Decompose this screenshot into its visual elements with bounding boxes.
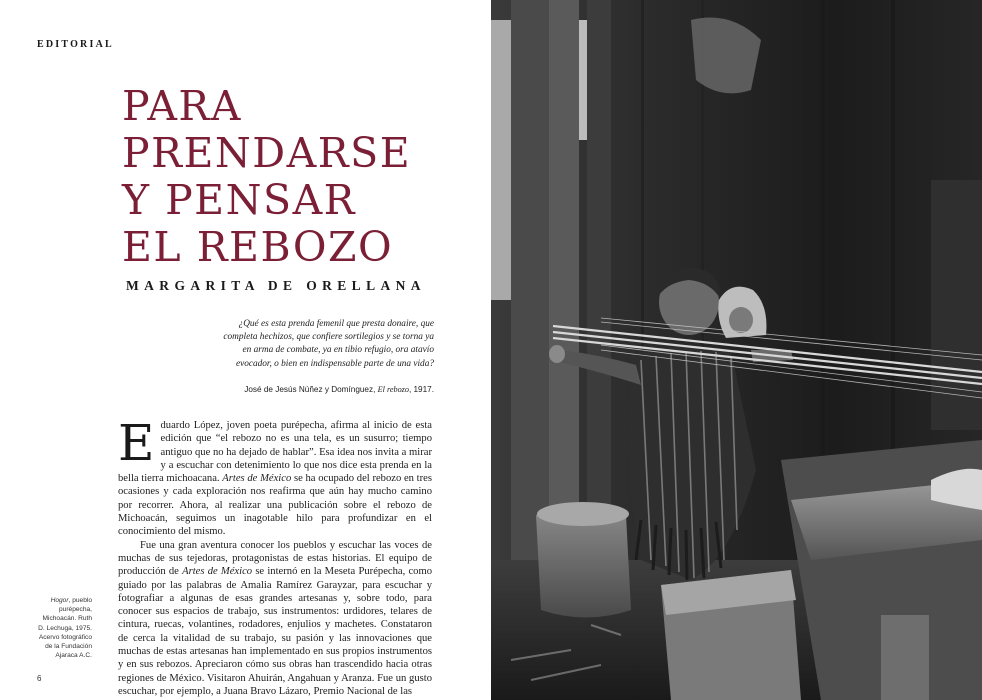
article-body <box>118 414 432 698</box>
epigraph-source-author: José de Jesús Núñez y Domínguez, <box>244 385 376 394</box>
epigraph-source <box>244 385 434 394</box>
p1-text-b: se ha ocupado del rebozo en tres ocasiones y cada exploración nos reafirma que aún hay mucho camino por recorrer. Ahora, al realizar una publicación sobre el rebozo de Michoacán, seguimos un inagotable hilo para profundizar en el conocimiento del mismo. <box>118 473 432 538</box>
section-label: EDITORIAL <box>37 39 114 50</box>
p1-italic: Artes de México <box>222 473 292 485</box>
photo-illustration <box>491 0 982 700</box>
body-paragraph-2 <box>118 539 432 699</box>
author-name: MARGARITA DE ORELLANA <box>126 278 426 293</box>
p2-italic: Artes de México <box>182 566 253 578</box>
photo-weaver <box>491 0 982 700</box>
title-line-2: PRENDARSE <box>122 129 412 177</box>
p2-text-b: se internó en la Meseta Purépecha, como guiado por las palabras de Amalia Ramírez Garayzar, para escuchar y fotografiar a algunas de esas grandes artesanas y, sobre todo, para conocer sus espacios de trabajo, sus instrumentos: urdidores, telares de cintura, ruecas, volantines, rodadores, enjulios y machetes. Constataron de cerca la vitalidad de su trabajo, su pasión y las innovaciones que muchas de estas artesanas han implementado en sus propios instrumentos y en sus rebozos. Apreciaron cómo sus obras han trascendido hacia otras regiones de México. Visitaron Ahuirán, Angahuan y Aranza. Fue un gusto escuchar, por ejemplo, a Juana Bravo Lázaro, Premio Nacional de las <box>118 566 432 697</box>
p2-text-a: Fue una gran aventura conocer los pueblos y escuchar las voces de muchas de sus tejedoras, protagonistas de estas historias. El equipo de producción de <box>118 539 432 578</box>
body-paragraph-1 <box>118 414 432 539</box>
epigraph-quote: ¿Qué es esta prenda femenil que presta donaire, que completa hechizos, que confiere sortilegios y se torna ya en arma de combate, ya en tibio refugio, ora atavío evocador, o bien en indispensable parte de una vida? <box>223 319 434 369</box>
title-line-1: PARA <box>122 82 242 130</box>
caption-text: , pueblo purépecha, Michoacán. Ruth D. Lechuga, 1975. Acervo fotográfico de la Fundación Ajaraca A.C. <box>38 597 92 660</box>
page-number: 6 <box>37 674 42 683</box>
p1-text-a: duardo López, joven poeta purépecha, afirma al inicio de esta edición que “el rebozo no es una tela, es un susurro; tiempo antiguo que no ha dejado de hablar”. Esa idea nos invita a mirar y a escuchar con detenimiento lo que nos dice esta prenda en la bella tierra michoacana. <box>118 420 432 485</box>
epigraph-source-title: El rebozo <box>377 385 409 394</box>
photo-caption <box>36 596 92 660</box>
drop-cap: E <box>118 414 155 472</box>
article-title <box>122 83 462 271</box>
title-line-3: Y PENSAR <box>122 176 357 224</box>
epigraph-source-year: , 1917. <box>408 385 434 394</box>
title-line-4: EL REBOZO <box>122 223 394 271</box>
caption-place: Hogor <box>50 597 69 604</box>
